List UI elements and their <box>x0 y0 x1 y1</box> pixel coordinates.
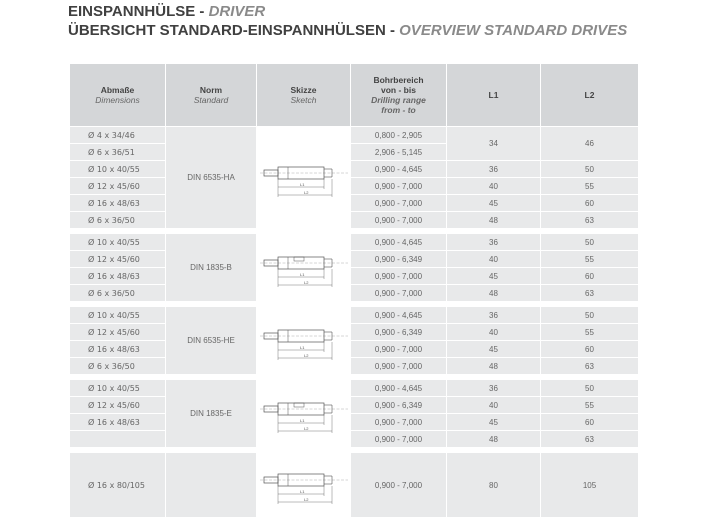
drill-range-cell: 0,900 - 7,000 <box>351 431 447 448</box>
dimension-cell: Ø 6 x 36/51 <box>70 144 166 161</box>
sketch-cell <box>257 127 351 229</box>
l1-cell: 48 <box>447 212 541 229</box>
drill-range-cell: 0,900 - 4,645 <box>351 380 447 397</box>
dimension-cell: Ø 10 x 40/55 <box>70 380 166 397</box>
l1-cell: 48 <box>447 431 541 448</box>
standard-cell: DIN 1835-E <box>166 380 257 448</box>
table-row <box>70 324 639 341</box>
table-row <box>70 212 639 229</box>
sketch-label-l2: L2 <box>303 279 308 285</box>
sketch-flat <box>294 257 304 261</box>
l1-cell: 40 <box>447 397 541 414</box>
l2-cell: 55 <box>541 324 639 341</box>
l2-cell: 46 <box>541 127 639 161</box>
l2-cell: 50 <box>541 307 639 324</box>
standard-cell: DIN 6535-HA <box>166 127 257 229</box>
sketch-cell <box>257 380 351 448</box>
sketch-label-l1: L1 <box>299 181 304 187</box>
dimension-cell: Ø 6 x 36/50 <box>70 358 166 375</box>
drill-range-cell: 0,900 - 7,000 <box>351 195 447 212</box>
drill-range-cell: 0,900 - 7,000 <box>351 178 447 195</box>
dimension-cell: Ø 6 x 36/50 <box>70 285 166 302</box>
spec-table <box>69 63 639 518</box>
l1-cell: 36 <box>447 380 541 397</box>
drive-sketch <box>258 462 350 508</box>
drill-range-cell: 0,900 - 7,000 <box>351 285 447 302</box>
sketch-label-l1: L1 <box>299 489 304 494</box>
sketch-label-l2: L2 <box>303 425 308 431</box>
sketch-cell <box>257 453 351 518</box>
l2-cell: 63 <box>541 431 639 448</box>
sketch-label-l1: L1 <box>299 344 304 350</box>
l1-cell: 45 <box>447 341 541 358</box>
standard-cell: DIN 6535-HE <box>166 307 257 375</box>
dimension-cell: Ø 10 x 40/55 <box>70 161 166 178</box>
title-line-2: ÜBERSICHT STANDARD-EINSPANNHÜLSEN - OVERVIEW STANDARD DRIVES <box>68 22 628 39</box>
l2-cell: 55 <box>541 251 639 268</box>
drill-range-cell: 0,800 - 2,905 <box>351 127 447 144</box>
l1-cell: 48 <box>447 285 541 302</box>
l1-cell: 40 <box>447 251 541 268</box>
drill-range-cell: 0,900 - 7,000 <box>351 414 447 431</box>
l2-cell: 60 <box>541 195 639 212</box>
drill-range-cell: 0,900 - 7,000 <box>351 268 447 285</box>
l2-cell: 55 <box>541 397 639 414</box>
l2-cell: 50 <box>541 380 639 397</box>
page-header <box>68 2 627 40</box>
table-row <box>70 341 639 358</box>
sketch-label-l1: L1 <box>299 271 304 277</box>
dimension-cell: Ø 12 x 45/60 <box>70 178 166 195</box>
dimension-cell: Ø 16 x 48/63 <box>70 268 166 285</box>
l2-cell: 60 <box>541 341 639 358</box>
l2-cell: 60 <box>541 268 639 285</box>
sketch-cell <box>257 307 351 375</box>
drill-range-cell: 0,900 - 7,000 <box>351 453 447 518</box>
dimension-cell: Ø 12 x 45/60 <box>70 324 166 341</box>
table-row <box>70 195 639 212</box>
col-header-l2: L2 <box>541 64 639 127</box>
l2-cell: 55 <box>541 178 639 195</box>
l1-cell: 36 <box>447 234 541 251</box>
sketch-label-l1: L1 <box>299 417 304 423</box>
l2-cell: 60 <box>541 414 639 431</box>
l2-cell: 63 <box>541 212 639 229</box>
l2-cell: 105 <box>541 453 639 518</box>
table-row <box>70 268 639 285</box>
sketch-label-l2: L2 <box>303 189 308 195</box>
table-row <box>70 127 639 144</box>
dimension-cell: Ø 10 x 40/55 <box>70 234 166 251</box>
drill-range-cell: 0,900 - 6,349 <box>351 324 447 341</box>
dimension-cell: Ø 16 x 48/63 <box>70 195 166 212</box>
table-row <box>70 307 639 324</box>
standard-cell: DIN 1835-B <box>166 234 257 302</box>
l2-cell: 63 <box>541 358 639 375</box>
table-row <box>70 380 639 397</box>
col-header-drilling-range: Bohrbereich von - bis Drilling range from - to <box>351 64 447 127</box>
drill-range-cell: 0,900 - 4,645 <box>351 234 447 251</box>
l1-cell: 45 <box>447 414 541 431</box>
table-row <box>70 431 639 448</box>
dimension-cell: Ø 10 x 40/55 <box>70 307 166 324</box>
drill-range-cell: 0,900 - 6,349 <box>351 251 447 268</box>
drill-range-cell: 0,900 - 7,000 <box>351 212 447 229</box>
dimension-cell <box>70 431 166 448</box>
l1-cell: 36 <box>447 307 541 324</box>
standard-cell <box>166 453 257 518</box>
table-row <box>70 358 639 375</box>
col-header-dimensions: Abmaße Dimensions <box>70 64 166 127</box>
l2-cell: 50 <box>541 161 639 178</box>
l2-cell: 50 <box>541 234 639 251</box>
l1-cell: 45 <box>447 268 541 285</box>
drill-range-cell: 2,906 - 5,145 <box>351 144 447 161</box>
drive-sketch <box>258 318 350 364</box>
table-row <box>70 414 639 431</box>
l1-cell: 80 <box>447 453 541 518</box>
col-header-standard: Norm Standard <box>166 64 257 127</box>
dimension-cell: Ø 12 x 45/60 <box>70 251 166 268</box>
col-header-sketch: Skizze Sketch <box>257 64 351 127</box>
drive-sketch <box>258 245 350 291</box>
dimension-cell: Ø 12 x 45/60 <box>70 397 166 414</box>
drill-range-cell: 0,900 - 7,000 <box>351 358 447 375</box>
drill-range-cell: 0,900 - 6,349 <box>351 397 447 414</box>
table-row <box>70 234 639 251</box>
table-row <box>70 397 639 414</box>
dimension-cell: Ø 16 x 48/63 <box>70 341 166 358</box>
drive-sketch <box>258 155 350 201</box>
l1-cell: 48 <box>447 358 541 375</box>
table-row <box>70 285 639 302</box>
sketch-label-l2: L2 <box>303 352 308 358</box>
sketch-cell <box>257 234 351 302</box>
table-row <box>70 178 639 195</box>
drill-range-cell: 0,900 - 7,000 <box>351 341 447 358</box>
dimension-cell: Ø 4 x 34/46 <box>70 127 166 144</box>
l1-cell: 34 <box>447 127 541 161</box>
dimension-cell: Ø 6 x 36/50 <box>70 212 166 229</box>
table-row <box>70 251 639 268</box>
dimension-cell: Ø 16 x 80/105 <box>70 453 166 518</box>
dimension-cell: Ø 16 x 48/63 <box>70 414 166 431</box>
title-line-1: EINSPANNHÜLSE - DRIVER <box>68 3 266 20</box>
drill-range-cell: 0,900 - 4,645 <box>351 307 447 324</box>
col-header-l1: L1 <box>447 64 541 127</box>
l1-cell: 40 <box>447 324 541 341</box>
sketch-label-l2: L2 <box>303 497 308 502</box>
l2-cell: 63 <box>541 285 639 302</box>
l1-cell: 45 <box>447 195 541 212</box>
drive-sketch <box>258 391 350 437</box>
sketch-flat <box>294 403 304 407</box>
drill-range-cell: 0,900 - 4,645 <box>351 161 447 178</box>
table-row <box>70 161 639 178</box>
table-row <box>70 453 639 518</box>
l1-cell: 40 <box>447 178 541 195</box>
l1-cell: 36 <box>447 161 541 178</box>
